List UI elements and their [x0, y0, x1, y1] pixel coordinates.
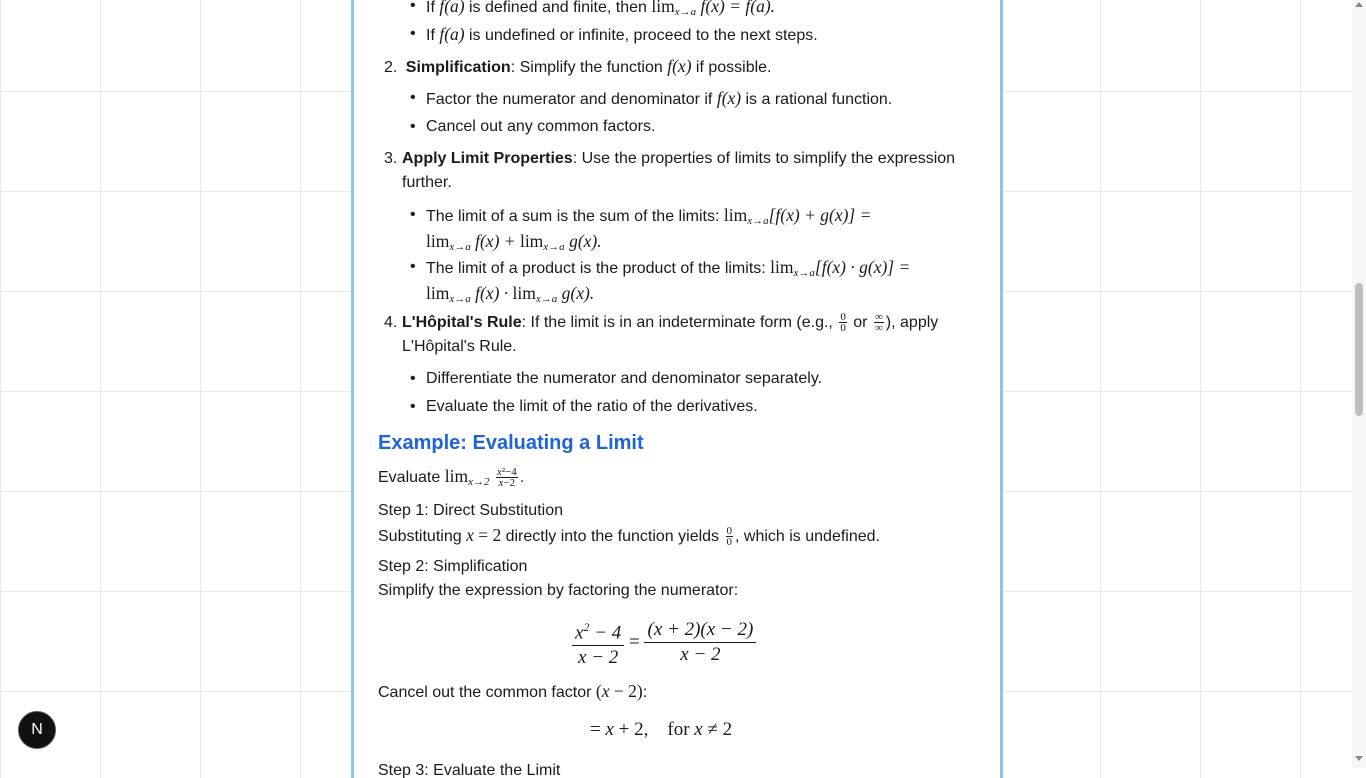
step3-item: 3. Apply Limit Properties: Use the properties of limits to simplify the expression further. — [384, 150, 956, 191]
scroll-thumb[interactable] — [1355, 283, 1363, 416]
page-scrollbar[interactable] — [1352, 0, 1366, 768]
scroll-up-icon[interactable] — [1355, 2, 1363, 7]
result-equation: = x + 2, for x ≠ 2 — [590, 719, 733, 740]
step2-bullet-factor: • Factor the numerator and denominator if f(x) is a rational function. — [410, 88, 893, 108]
step4-title: L'Hôpital's Rule — [402, 314, 522, 331]
step2-example-text: Simplify the expression by factoring the numerator: — [378, 582, 739, 599]
step1-bullet-undefined: • If f(a) is undefined or infinite, proceed to the next steps. — [410, 24, 818, 44]
example-evaluate: Evaluate $\lim_{x\to 2}$ $\frac{\text{x²−4}}{x-2}$ . — [378, 466, 525, 490]
step1-title: Step 1: Direct Substitution — [378, 502, 563, 519]
next-badge-icon[interactable]: N — [18, 711, 56, 749]
step1-text: Substituting x = 2 directly into the function yields $\frac{0}{0}$ , which is undefined. — [378, 525, 880, 549]
step3-bullet-product: • The limit of a product is the product of the limits: $\lim_{x\to a}[f(x) \cdot g(x)]$ = $\lim_{x\to a} f(x) \cdot \lim_{x\to a} g(x)$. — [410, 257, 911, 305]
step4-bullet-differentiate: • Differentiate the numerator and denominator separately. — [410, 370, 823, 387]
step3-title: Apply Limit Properties — [402, 150, 573, 167]
factoring-equation: $\frac{x^2 - 4}{x - 2}$ = $\frac{(x + 2)(x - 2)}{x - 2}$ — [572, 615, 756, 670]
step2-title: Simplification — [405, 59, 511, 76]
step2-example-title: Step 2: Simplification — [378, 558, 528, 575]
step4-item: 4. L'Hôpital's Rule: If the limit is in an indeterminate form (e.g., $\frac{0}{0}$ or $\frac{\infty}{\infty}$ ), apply L'Hôpital's Rule. — [384, 311, 939, 355]
step1-bullet-defined: • If f(a) is defined and finite, then $\lim_{x\to a} f(x) = f(a)$. — [410, 0, 776, 18]
step4-bullet-evaluate: • Evaluate the limit of the ratio of the derivatives. — [410, 398, 758, 415]
example-heading: Example: Evaluating a Limit — [378, 432, 644, 454]
cancel-text: Cancel out the common factor (x − 2): — [378, 681, 648, 701]
step3-example-title: Step 3: Evaluate the Limit — [378, 762, 561, 778]
step3-bullet-sum: • The limit of a sum is the sum of the limits: $\lim_{x\to a}[f(x) + g(x)]$ = $\lim_{x\to a} f(x) + \lim_{x\to a} g(x)$. — [410, 205, 872, 253]
step2-item: 2. Simplification: Simplify the function f(x) if possible. — [384, 56, 772, 76]
content-panel — [351, 0, 1003, 778]
step2-bullet-cancel: • Cancel out any common factors. — [410, 118, 656, 135]
scroll-down-icon[interactable] — [1355, 756, 1363, 761]
